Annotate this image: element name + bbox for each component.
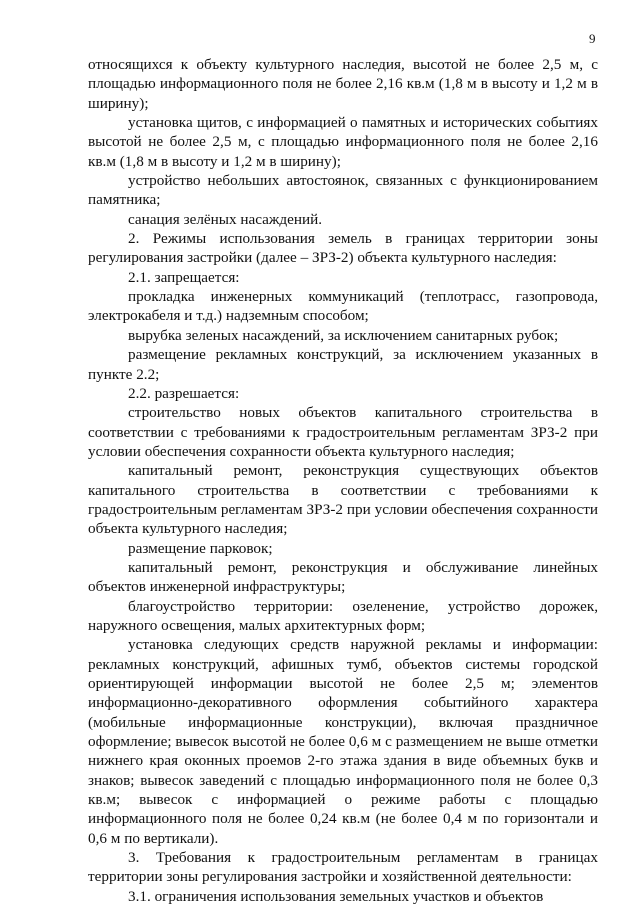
paragraph: устройство небольших автостоянок, связанных с функционированием памятника;: [88, 172, 598, 209]
paragraph: 3.1. ограничения использования земельных участков и объектов: [128, 887, 544, 905]
paragraph: установка следующих средств наружной рекламы и информации: рекламных конструкций, афишных тумб, объектов системы городской ориентирующей информации высотой не более 2,5 м; элементов информационно-декоративного оформления событийного характера (мобильные информационные конструкции), включая праздничное оформление; вывесок высотой не более 0,6 м с размещением не выше отметки нижнего края оконных проемов 2-го этажа здания в виде объемных букв и знаков; вывесок заведений с площадью информационного поля не более 0,3 кв.м; вывесок с информацией о режиме работы с площадью информационного поля не более 0,24 кв.м (не более 0,4 м по горизонтали и 0,6 м по вертикали).: [88, 636, 598, 847]
paragraph: размещение рекламных конструкций, за исключением указанных в пункте 2.2;: [88, 346, 598, 383]
paragraph: благоустройство территории: озеленение, устройство дорожек, наружного освещения, малых архитектурных форм;: [88, 597, 598, 634]
paragraph: вырубка зеленых насаждений, за исключением санитарных рубок;: [128, 326, 559, 344]
paragraph: размещение парковок;: [128, 539, 273, 557]
document-body: [88, 55, 598, 906]
paragraph: прокладка инженерных коммуникаций (теплотрасс, газопровода, электрокабеля и т.д.) надземным способом;: [88, 288, 598, 325]
paragraph: санация зелёных насаждений.: [128, 210, 323, 228]
paragraph: капитальный ремонт, реконструкция и обслуживание линейных объектов инженерной инфраструктуры;: [88, 558, 598, 596]
paragraph: относящихся к объекту культурного наследия, высотой не более 2,5 м, с площадью информационного поля не более 2,16 кв.м (1,8 м в высоту и 1,2 м в ширину);: [88, 56, 598, 112]
paragraph: 2.2. разрешается:: [128, 384, 240, 402]
paragraph: установка щитов, с информацией о памятных и исторических событиях высотой не более 2,5 м, с площадью информационного поля не более 2,16 кв.м (1,8 м в высоту и 1,2 м в ширину);: [88, 114, 598, 170]
paragraph: 2. Режимы использования земель в границах территории зоны регулирования застройки (далее – ЗРЗ-2) объекта культурного наследия:: [88, 230, 598, 267]
page-number: 9: [589, 31, 596, 46]
paragraph: 3. Требования к градостроительным регламентам в границах территории зоны регулирования застройки и хозяйственной деятельности:: [88, 849, 598, 886]
paragraph: строительство новых объектов капитального строительства в соответствии с требованиями к градостроительным регламентам ЗРЗ-2 при условии обеспечения сохранности объекта культурного наследия;: [88, 404, 598, 460]
paragraph: капитальный ремонт, реконструкция существующих объектов капитального строительства в соответствии с требованиями к градостроительным регламентам ЗРЗ-2 при условии обеспечения сохранности объекта культурного наследия;: [88, 462, 598, 538]
paragraph: 2.1. запрещается:: [128, 268, 240, 286]
